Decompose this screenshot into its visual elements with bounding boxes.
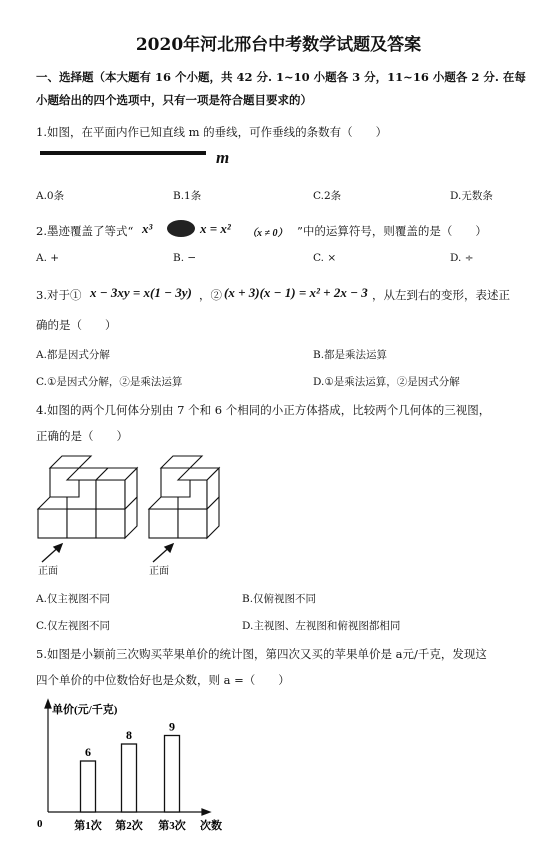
q3-expr-1: x − 3xy = x(1 − 3y) (90, 285, 192, 300)
q3-option-d: D.①是乘法运算，②是因式分解 (313, 376, 460, 388)
q2-stem-post: ”中的运算符号，则覆盖的是（ ） (297, 224, 487, 238)
q4-stem-a: 4.如图的两个几何体分别由 7 个和 6 个相同的小正方体搭成，比较两个几何体的三视图， (36, 403, 491, 417)
q4-stem-b: 正确的是（ ） (36, 429, 128, 443)
q3-option-b: B.都是乘法运算 (313, 349, 388, 361)
q3-stem-c: 确的是（ ） (36, 318, 117, 332)
q2-option-b: B. − (173, 252, 197, 264)
q3-expr-2: (x + 3)(x − 1) = x² + 2x − 3 (224, 285, 368, 300)
q1-option-b: B.1条 (173, 190, 202, 202)
q3-stem-a: 3.对于① (36, 288, 82, 302)
y-axis-label: 单价(元/千克) (52, 704, 118, 716)
line-m-label: m (216, 148, 230, 167)
q4-option-b: B.仅俯视图不同 (242, 593, 317, 605)
page-title: 2020年河北邢台中考数学试题及答案 (135, 35, 422, 55)
q2-expr-right: x = x² (200, 221, 231, 236)
q2-option-d: D. ÷ (450, 252, 474, 264)
origin-label: 0 (37, 818, 43, 830)
q2-option-c: C. × (313, 252, 337, 264)
q1-option-a: A.0条 (36, 190, 65, 202)
q2-option-a: A. + (36, 252, 60, 264)
q4-option-c: C.仅左视图不同 (36, 620, 110, 632)
category-label-2: 第2次 (115, 820, 143, 832)
y-axis-arrow (45, 700, 51, 708)
front-label-2: 正面 (149, 566, 169, 577)
q3-option-a: A.都是因式分解 (36, 349, 110, 361)
price-bar-chart (28, 698, 248, 840)
bar-value-label-3: 9 (169, 719, 175, 734)
q3-separator: ，② (199, 288, 222, 302)
bar-2 (122, 744, 137, 812)
q1-option-d: D.无数条 (450, 190, 493, 202)
q3-option-c: C.①是因式分解，②是乘法运算 (36, 376, 183, 388)
q1-option-c: C.2条 (313, 190, 342, 202)
section-heading: 一、选择题（本大题有 16 个小题，共 42 分. 1~10 小题各 3 分，11~16 小题各 2 分. 在每小题给出的四个选项中，只有一项是符合题目要求的） (36, 70, 526, 107)
q5-stem-a: 5.如图是小颖前三次购买苹果单价的统计图，第四次又买的苹果单价是 a元/千克，发现这 (36, 647, 487, 661)
q4-option-a: A.仅主视图不同 (36, 593, 110, 605)
q5-stem-b: 四个单价的中位数恰好也是众数，则 a =（ ） (36, 673, 290, 687)
bar-3 (165, 736, 180, 813)
category-label-3: 第3次 (158, 820, 186, 832)
q2-stem-pre: 2.墨迹覆盖了等式“ (36, 224, 134, 238)
ink-blot (167, 220, 195, 237)
bar-value-label-1: 6 (85, 745, 91, 759)
solid-7-cubes (38, 456, 137, 538)
q3-stem-b: ，从左到右的变形，表述正 (372, 288, 510, 302)
front-label-1: 正面 (38, 566, 58, 577)
q4-option-d: D.主视图、左视图和俯视图都相同 (242, 620, 401, 632)
bar-1 (81, 761, 96, 812)
front-arrows (42, 544, 173, 562)
bar-value-label-2: 8 (126, 728, 132, 742)
category-label-1: 第1次 (74, 820, 102, 832)
cube-figures (32, 452, 242, 582)
x-axis-label: 次数 (200, 820, 222, 832)
q2-condition: （x ≠ 0） (247, 228, 288, 239)
q2-expr-left: x³ (142, 221, 153, 236)
q1-stem: 1.如图，在平面内作已知直线 m 的垂线，可作垂线的条数有（ ） (36, 125, 388, 139)
x-axis-arrow (202, 809, 210, 815)
line-m (40, 151, 206, 155)
solid-6-cubes (149, 456, 219, 538)
